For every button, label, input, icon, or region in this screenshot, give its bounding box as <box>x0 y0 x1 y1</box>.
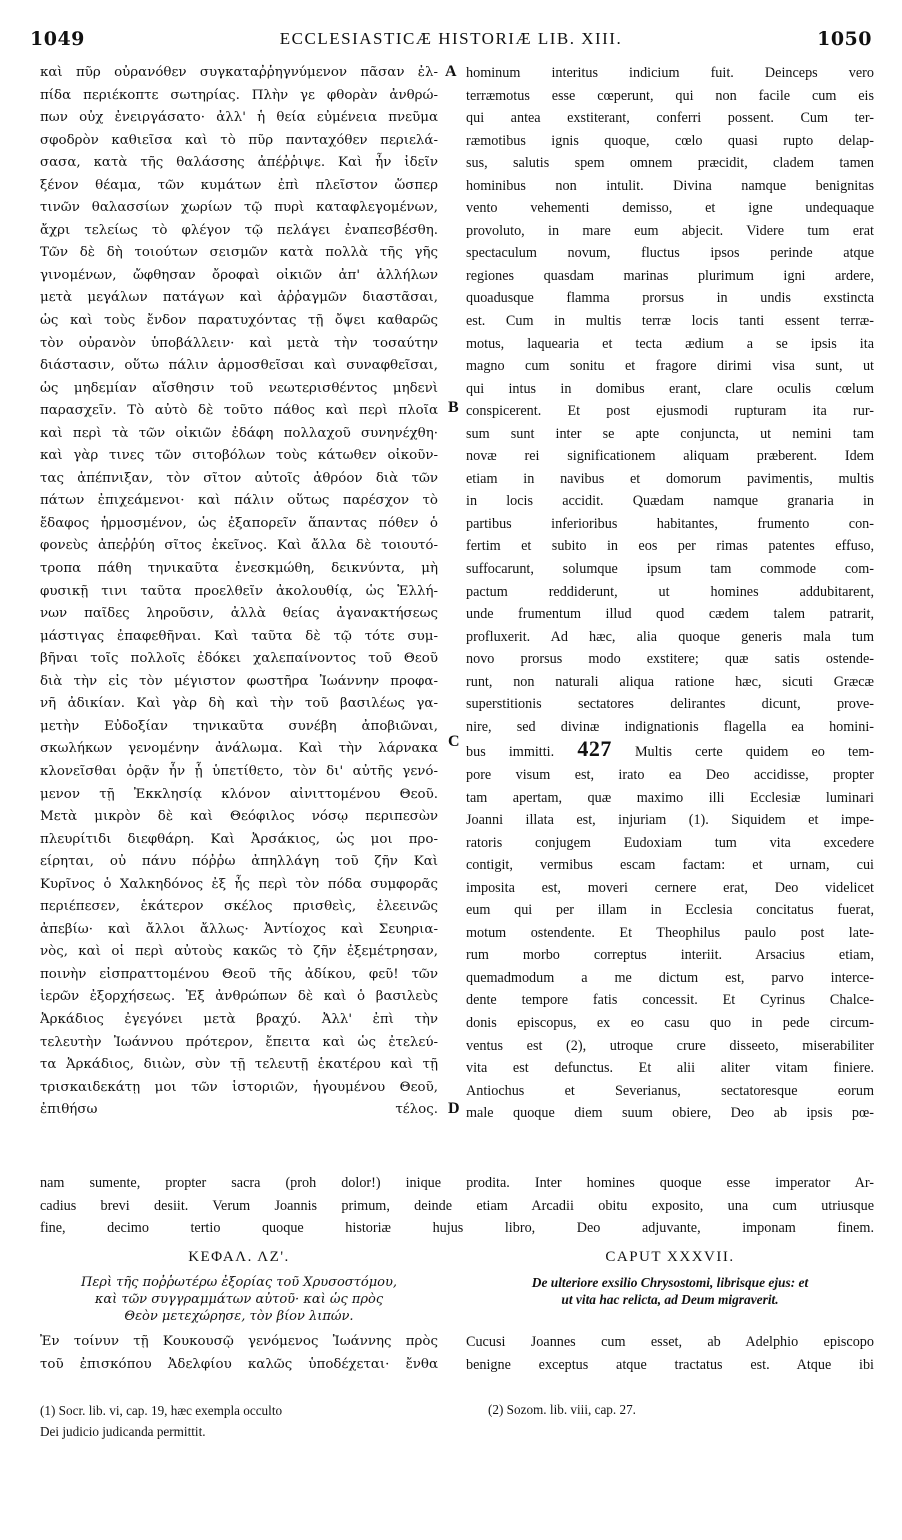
latin-text-line: hominum interitus indicium fuit. Deinceps vero <box>466 65 874 81</box>
greek-text-line: τελευτὴν Ἰωάννου πρότερον, ἔπειτα καὶ ὡς ἐτελεύ- <box>40 1034 438 1050</box>
greek-text-line: πων οὐχ ἐνειργάσατο· ἀλλ' ἡ θεία εὐμένεια πνεῦμα <box>40 110 438 126</box>
greek-text-line: Κυρῖνος ὁ Χαλκηδόνος ἐξ ἧς περὶ τὸν πόδα συμφορᾶς <box>40 876 438 892</box>
chapter-body-latin <box>466 1331 874 1376</box>
latin-text-line: qui intus in domibus erant, clare oculis cœlum <box>466 380 874 397</box>
column-number: 427 <box>577 738 612 762</box>
latin-text-line: tam apertam, quæ maximo illi Ecclesiæ luminari <box>466 789 874 806</box>
margin-marker-b: B <box>448 399 459 416</box>
greek-text-line: καὶ γὰρ τινες τῶν σιτοβόλων τοὺς κάτωθεν οἰκοῦν- <box>40 448 438 464</box>
chapter-heading-latin: CAPUT XXXVII. <box>605 1249 735 1265</box>
greek-text-line: γινομένων, ὤφθησαν ὄροφαὶ οἰκιῶν ἀπ' ἀλλήλων <box>40 267 438 283</box>
latin-text-line: motum ostendente. Et Theophilus paulo post late- <box>466 924 874 941</box>
footnote-line: (1) Socr. lib. vi, cap. 19, hæc exempla occulto <box>40 1403 283 1418</box>
greek-text-line: μετὴν Εὐδοξίαν τηνικαῦτα συνέβη ἀποβιῶναι, <box>40 718 438 734</box>
latin-text-line: sus, salutis spem omnem præcidit, cladem tamen <box>466 155 874 172</box>
greek-text-line: μενον τῇ Ἐκκλησίᾳ κλόνον αἰνιττομένου Θεοῦ. <box>40 786 438 802</box>
latin-text-line: qui antea exstiterant, conferri possent. Cum ter- <box>466 110 874 127</box>
latin-text-line: novo prorsus modo exstitere; quæ satis ostende- <box>466 651 874 668</box>
latin-text-line: runt, non naturali aliqua ratione hæc, sicuti Græcæ <box>466 673 874 690</box>
greek-text-line: διάστασιν, οὕτω πάλιν ἁρμοσθεῖσαι καὶ συναφθεῖσαι, <box>40 358 438 374</box>
page-header <box>0 0 902 50</box>
greek-text-line: ἀπεβίω· καὶ ἄλλοι ἄλλως· Ἀντίοχος καὶ Σευηρια- <box>40 921 438 937</box>
greek-text-line: σκωλήκων γενομένην ἀνάλωμα. Καὶ τὴν λάρνακα <box>40 741 438 757</box>
latin-text-line: imposita est, moveri cernere erat, Deo videlicet <box>466 879 874 896</box>
latin-text-line: hominibus non intulit. Divina namque benignitas <box>466 177 874 194</box>
greek-text-line: τα Ἀρκάδιος, διιὼν, σὺν τῇ τελευτῇ ἑκατέρου καὶ τῇ <box>40 1057 438 1073</box>
greek-text-line: είρηται, οὐ πάνυ πόῤῥω ἀπηλλάγη τοῦ ζῆν Καὶ <box>40 854 438 870</box>
greek-text-line: καὶ περὶ τὰ τῶν οἰκιῶν ἐδάφη πολλαχοῦ συνηνέχθη· <box>40 425 438 441</box>
greek-text-line: ἄχρι τελείως τὸ φλέγον τῷ πελάγει ἐναπεσβέσθη. <box>40 222 438 238</box>
greek-text-line: μετὰ μεγάλων πατάγων καὶ ἀῤῥαγμῶν διαστᾶσαι, <box>40 290 438 306</box>
text-line: τοῦ ἐπισκόπου Ἀδελφίου καλῶς ὑποδέχεται· ἔνθα <box>40 1356 438 1372</box>
latin-text-line: Antiochus et Severianus, sectatoresque eorum <box>466 1082 874 1099</box>
latin-text-line: conspicerent. Et post ejusmodi rupturam ita rur- <box>466 403 874 420</box>
latin-text-line: pore visum est, irato ea Deo accidisse, propter <box>466 766 874 783</box>
greek-text-line: νὸς, καὶ οἱ περὶ αὐτοὺς κακῶς τὸ ζῆν ἐξεμέτρησαν, <box>40 944 438 960</box>
greek-text-line: περιέπεσεν, ἑκάτερον σκέλος πρισθεὶς, ἐλεεινῶς <box>40 899 438 915</box>
greek-text-line: σφοδρὸν καθιεῖσα καὶ τὸ πῦρ πανταχόθεν περιελά- <box>40 132 438 148</box>
greek-column <box>40 62 438 1122</box>
latin-text-line: superstitionis sectatores delirantes dicunt, prove- <box>466 696 874 713</box>
margin-marker-c: C <box>448 733 460 750</box>
text-line: Ἐν τοίνυν τῇ Κουκουσῷ γενόμενος Ἰωάννης πρὸς <box>40 1334 438 1349</box>
latin-text-line: pactum reddiderunt, ut homines addubitarent, <box>466 583 874 600</box>
greek-text-line: ὡς μηδεμίαν αἴσθησιν τοῦ νεωτερισθέντος μηδενὶ <box>40 380 438 396</box>
subtitle-line: Περὶ τῆς ποῤῥωτέρω ἐξορίας τοῦ Χρυσοστόμου, <box>80 1275 398 1290</box>
latin-text-line: suffocarunt, solumque ipsum tam commode com- <box>466 561 874 578</box>
latin-text-line: Joanni illata est, injuriam (1). Siquidem et impe- <box>466 812 874 829</box>
margin-marker-d: D <box>448 1100 460 1117</box>
footnote-right: (2) Sozom. lib. viii, cap. 27. <box>488 1402 636 1417</box>
greek-text-line: μάστιγας ἐπαφεθῆναι. Καὶ ταῦτα δὲ τῷ τότε συμ- <box>40 628 438 644</box>
latin-text-line: contigit, vermibus escam factam: et urnam, cui <box>466 857 874 874</box>
text-line: benigne exceptus atque tractatus est. Atque ibi <box>466 1356 874 1373</box>
latin-text-line: nire, sed divinæ indignationis flagella ea homini- <box>466 718 874 735</box>
greek-text-line: Τῶν δὲ δὴ τοιούτων σεισμῶν κατὰ πολλὰ τῆς γῆς <box>40 245 438 261</box>
greek-text-line: κλονεῖσθαι ὁρᾷν ἦν ᾗ ὑπετίθετο, τὸν δι' αὐτῆς γενό- <box>40 763 438 779</box>
full-width-text <box>40 1172 874 1240</box>
latin-column <box>466 62 874 1125</box>
greek-text-line: πλευρίτιδι διεφθάρη. Καὶ Ἀρσάκιος, ὡς μοι προ- <box>40 831 438 847</box>
page-number-left: 1049 <box>30 28 85 50</box>
greek-text-line: πίδα περιέκοπτε σωτηρίας. Πλὴν γε φθορὰν ἀνθρώ- <box>40 87 438 103</box>
greek-text-line: Ἀρκάδιος ἐγεγόνει μετὰ βραχύ. Ἀλλ' ἐπὶ τὴν <box>40 1011 438 1027</box>
footnote-left <box>40 1400 438 1442</box>
full-width-line: nam sumente, propter sacra (proh dolor!) inique prodita. Inter homines quoque esse imperator Ar- <box>40 1175 874 1191</box>
latin-text-line: vento vehementi demisso, et igne undequaque <box>466 200 874 217</box>
greek-text-line: ὡς καὶ τοὺς ἔνδον παρατυχόντας τῇ ὄψει καθαρῶς <box>40 313 438 329</box>
footnote-line: Dei judicio judicanda permittit. <box>40 1424 206 1439</box>
greek-text-line: Μετὰ μικρὸν δὲ καὶ Θεόφιλος νόσῳ περιπεσὼν <box>40 809 438 825</box>
greek-text-line: διὰ τὴν εἰς τὸν μέγιστον φωστῆρα Ἰωάννην προφα- <box>40 673 438 689</box>
greek-text-line: πάτων ἐπιχεάμενοι· καὶ πάλιν οὕτως παρέσχον τὸ <box>40 493 438 509</box>
latin-text-line: fertim et subito in eos per rimas patentes effuso, <box>466 538 874 555</box>
margin-marker-a: A <box>445 63 457 80</box>
text-line: Cucusi Joannes cum esset, ab Adelphio episcopo <box>466 1334 874 1350</box>
greek-text-line: τροπα πάθη τηνικαῦτα ἐνεσκμώθη, δεικνύντα, μὴ <box>40 561 438 577</box>
latin-text-line: etiam in navibus et domorum pavimentis, multis <box>466 470 874 487</box>
greek-text-line: παρασχεῖν. Τὸ αὐτὸ δὲ τοῦτο πάθος καὶ περὶ πλοῖα <box>40 403 438 419</box>
latin-text-line: rum morbo correptus interiit. Arsacius etiam, <box>466 947 874 964</box>
greek-text-line: βῆναι τοῖς πολλοῖς ἐδόκει χαλεπαίνοντος τοῦ Θεοῦ <box>40 651 438 667</box>
greek-text-line: νων παῖδες ληροῦσιν, ἀλλὰ θείας ἀγανακτήσεως <box>40 606 438 622</box>
latin-text-line: ræmotibus ignis quoque, cœlo quasi rupto delap- <box>466 132 874 149</box>
greek-text-line: σασα, κατὰ τῆς θαλάσσης ἀπέῤῥιψε. Καὶ ἦν ἰδεῖν <box>40 155 438 171</box>
latin-text-line: provoluto, in mare eum abjecit. Videre tum erat <box>466 222 874 239</box>
chapter-heading-greek: ΚΕΦΑΛ. ΛΖ'. <box>188 1249 290 1265</box>
greek-text-line: ἱερῶν ἐξορχήσεως. Ἐξ ἀνθρώπων δὲ καὶ ὁ βασιλεὺς <box>40 989 438 1005</box>
running-title: ECCLESIASTICÆ HISTORIÆ LIB. XIII. <box>279 29 623 48</box>
latin-text-line: ventus est (2), utroque crure disseeto, miserabiliter <box>466 1037 874 1054</box>
text-fragment: Multis certe quidem eo tem- <box>611 744 874 761</box>
subtitle-line: De ulteriore exsilio Chrysostomi, librisque ejus: et <box>531 1275 809 1290</box>
latin-text-line: novæ rei significationem aliquam præberent. Idem <box>466 448 874 465</box>
latin-text-line: regiones quasdam marinas plurimum igni ardere, <box>466 267 874 284</box>
latin-text-line: sum sunt inter se apte conjuncta, ut nemini tam <box>466 425 874 442</box>
subtitle-line: καὶ τῶν συγγραμμάτων αὐτοῦ· καὶ ὡς πρὸς <box>94 1292 384 1307</box>
latin-text-line: vita est defunctus. Et alii aliter vitam finiere. <box>466 1060 874 1077</box>
latin-text-line: est. Cum in multis terræ locis tanti essent terræ- <box>466 313 874 330</box>
full-width-line: cadius brevi desiit. Verum Joannis primum, deinde etiam Arcadii obitu exposito, una cum utriusque <box>40 1197 874 1214</box>
greek-text-line: τρισκαιδεκάτῃ μοι τῶν ἱστοριῶν, ἡγουμένου Θεοῦ, <box>40 1079 438 1095</box>
latin-text-line: bus immitti. 427 Multis certe quidem eo tem- <box>466 738 874 762</box>
latin-text-line: quemadmodum a me dictum est, parvo interce- <box>466 969 874 986</box>
greek-text-line: φυσικῇ τινι ταῦτα προελθεῖν ἀκολουθίᾳ, ὡς Ἑλλή- <box>40 583 438 599</box>
latin-text-line: spectaculum novum, fluctus ipsos perinde atque <box>466 245 874 262</box>
latin-text-line: partibus inferioribus habitantes, frumento con- <box>466 515 874 532</box>
full-width-line: fine, decimo tertio quoque historiæ hujus libro, Deo adjuvante, imponam finem. <box>40 1220 874 1237</box>
greek-text-line: φονεὺς ἀπεῤῥύη σῖτος ἐκεῖνος. Καὶ ἄλλα δὲ τοιουτό- <box>40 538 438 554</box>
greek-text-line: καὶ πῦρ οὐρανόθεν συγκαταῤῥηγνύμενον πᾶσαν ἐλ- <box>40 65 438 80</box>
greek-text-line: ἐπιθήσω τέλος. <box>40 1102 438 1118</box>
chapter-subtitle-latin <box>466 1274 874 1308</box>
chapter-subtitle-greek <box>40 1274 438 1325</box>
latin-text-line: quoadusque flamma prorsus in undis exstincta <box>466 290 874 307</box>
latin-text-line: dente tempore fatis concessit. Et Cyrinus Chalce- <box>466 992 874 1009</box>
greek-text-line: ποινὴν εἰσπραττομένου Θεοῦ τῆς ἀδίκου, φεῦ! τῶν <box>40 966 438 982</box>
greek-text-line: τας ἀπέπνιξαν, τὸν σῖτον αὐτοῖς ἀθρόον διὰ τῶν <box>40 470 438 486</box>
greek-text-line: νῆ ἀδικίαν. Καὶ γὰρ δὴ καὶ τὴν τοῦ βασιλέως γα- <box>40 696 438 712</box>
latin-text-line: donis episcopus, ex eo casu quo in pede circum- <box>466 1014 874 1031</box>
greek-text-line: ἔδαφος ἡρμοσμένον, ὡς ἐξαπορεῖν ἅπαντας πόθεν ὁ <box>40 515 438 531</box>
page-number-right: 1050 <box>817 28 872 50</box>
subtitle-line: ut vita hac relicta, ad Deum migraverit. <box>561 1292 779 1307</box>
latin-text-line: terræmotus esse cœperunt, qui non facile cum eis <box>466 87 874 104</box>
greek-text-line: τινῶν θαλασσίων χωρίων τῷ πυρὶ καταφλεγομένων, <box>40 200 438 216</box>
greek-text-line: τὸν οὐρανὸν ὑποβάλλειν· καὶ μετὰ τὴν τοσαύτην <box>40 335 438 351</box>
subtitle-line: Θεὸν μετεχώρησε, τὸν βίον λιπών. <box>124 1309 354 1324</box>
latin-text-line: motus, laquearia et tecta ædium a se ipsis ita <box>466 335 874 352</box>
latin-text-line: male quoque diem suum obiere, Deo ab ipsis pœ- <box>466 1105 874 1122</box>
latin-text-line: eum qui per illam in Ecclesia concitatus fuerat, <box>466 902 874 919</box>
latin-text-line: in locis accidit. Quædam namque granaria in <box>466 493 874 510</box>
chapter-body-greek <box>40 1331 438 1376</box>
latin-text-line: profluxerit. Ad hæc, alia quoque generis mala tum <box>466 628 874 645</box>
latin-text-line: magno cum sonitu et fragore dirimi visa sunt, ut <box>466 358 874 375</box>
latin-text-line: unde frumentum illud quod cædem talem patrarit, <box>466 606 874 623</box>
latin-text-line: ratoris conjugem Eudoxiam tum vita excedere <box>466 834 874 851</box>
greek-text-line: ξένον θέαμα, τῶν κυμάτων ἐπὶ πλεῖστον ὥσπερ <box>40 177 438 193</box>
